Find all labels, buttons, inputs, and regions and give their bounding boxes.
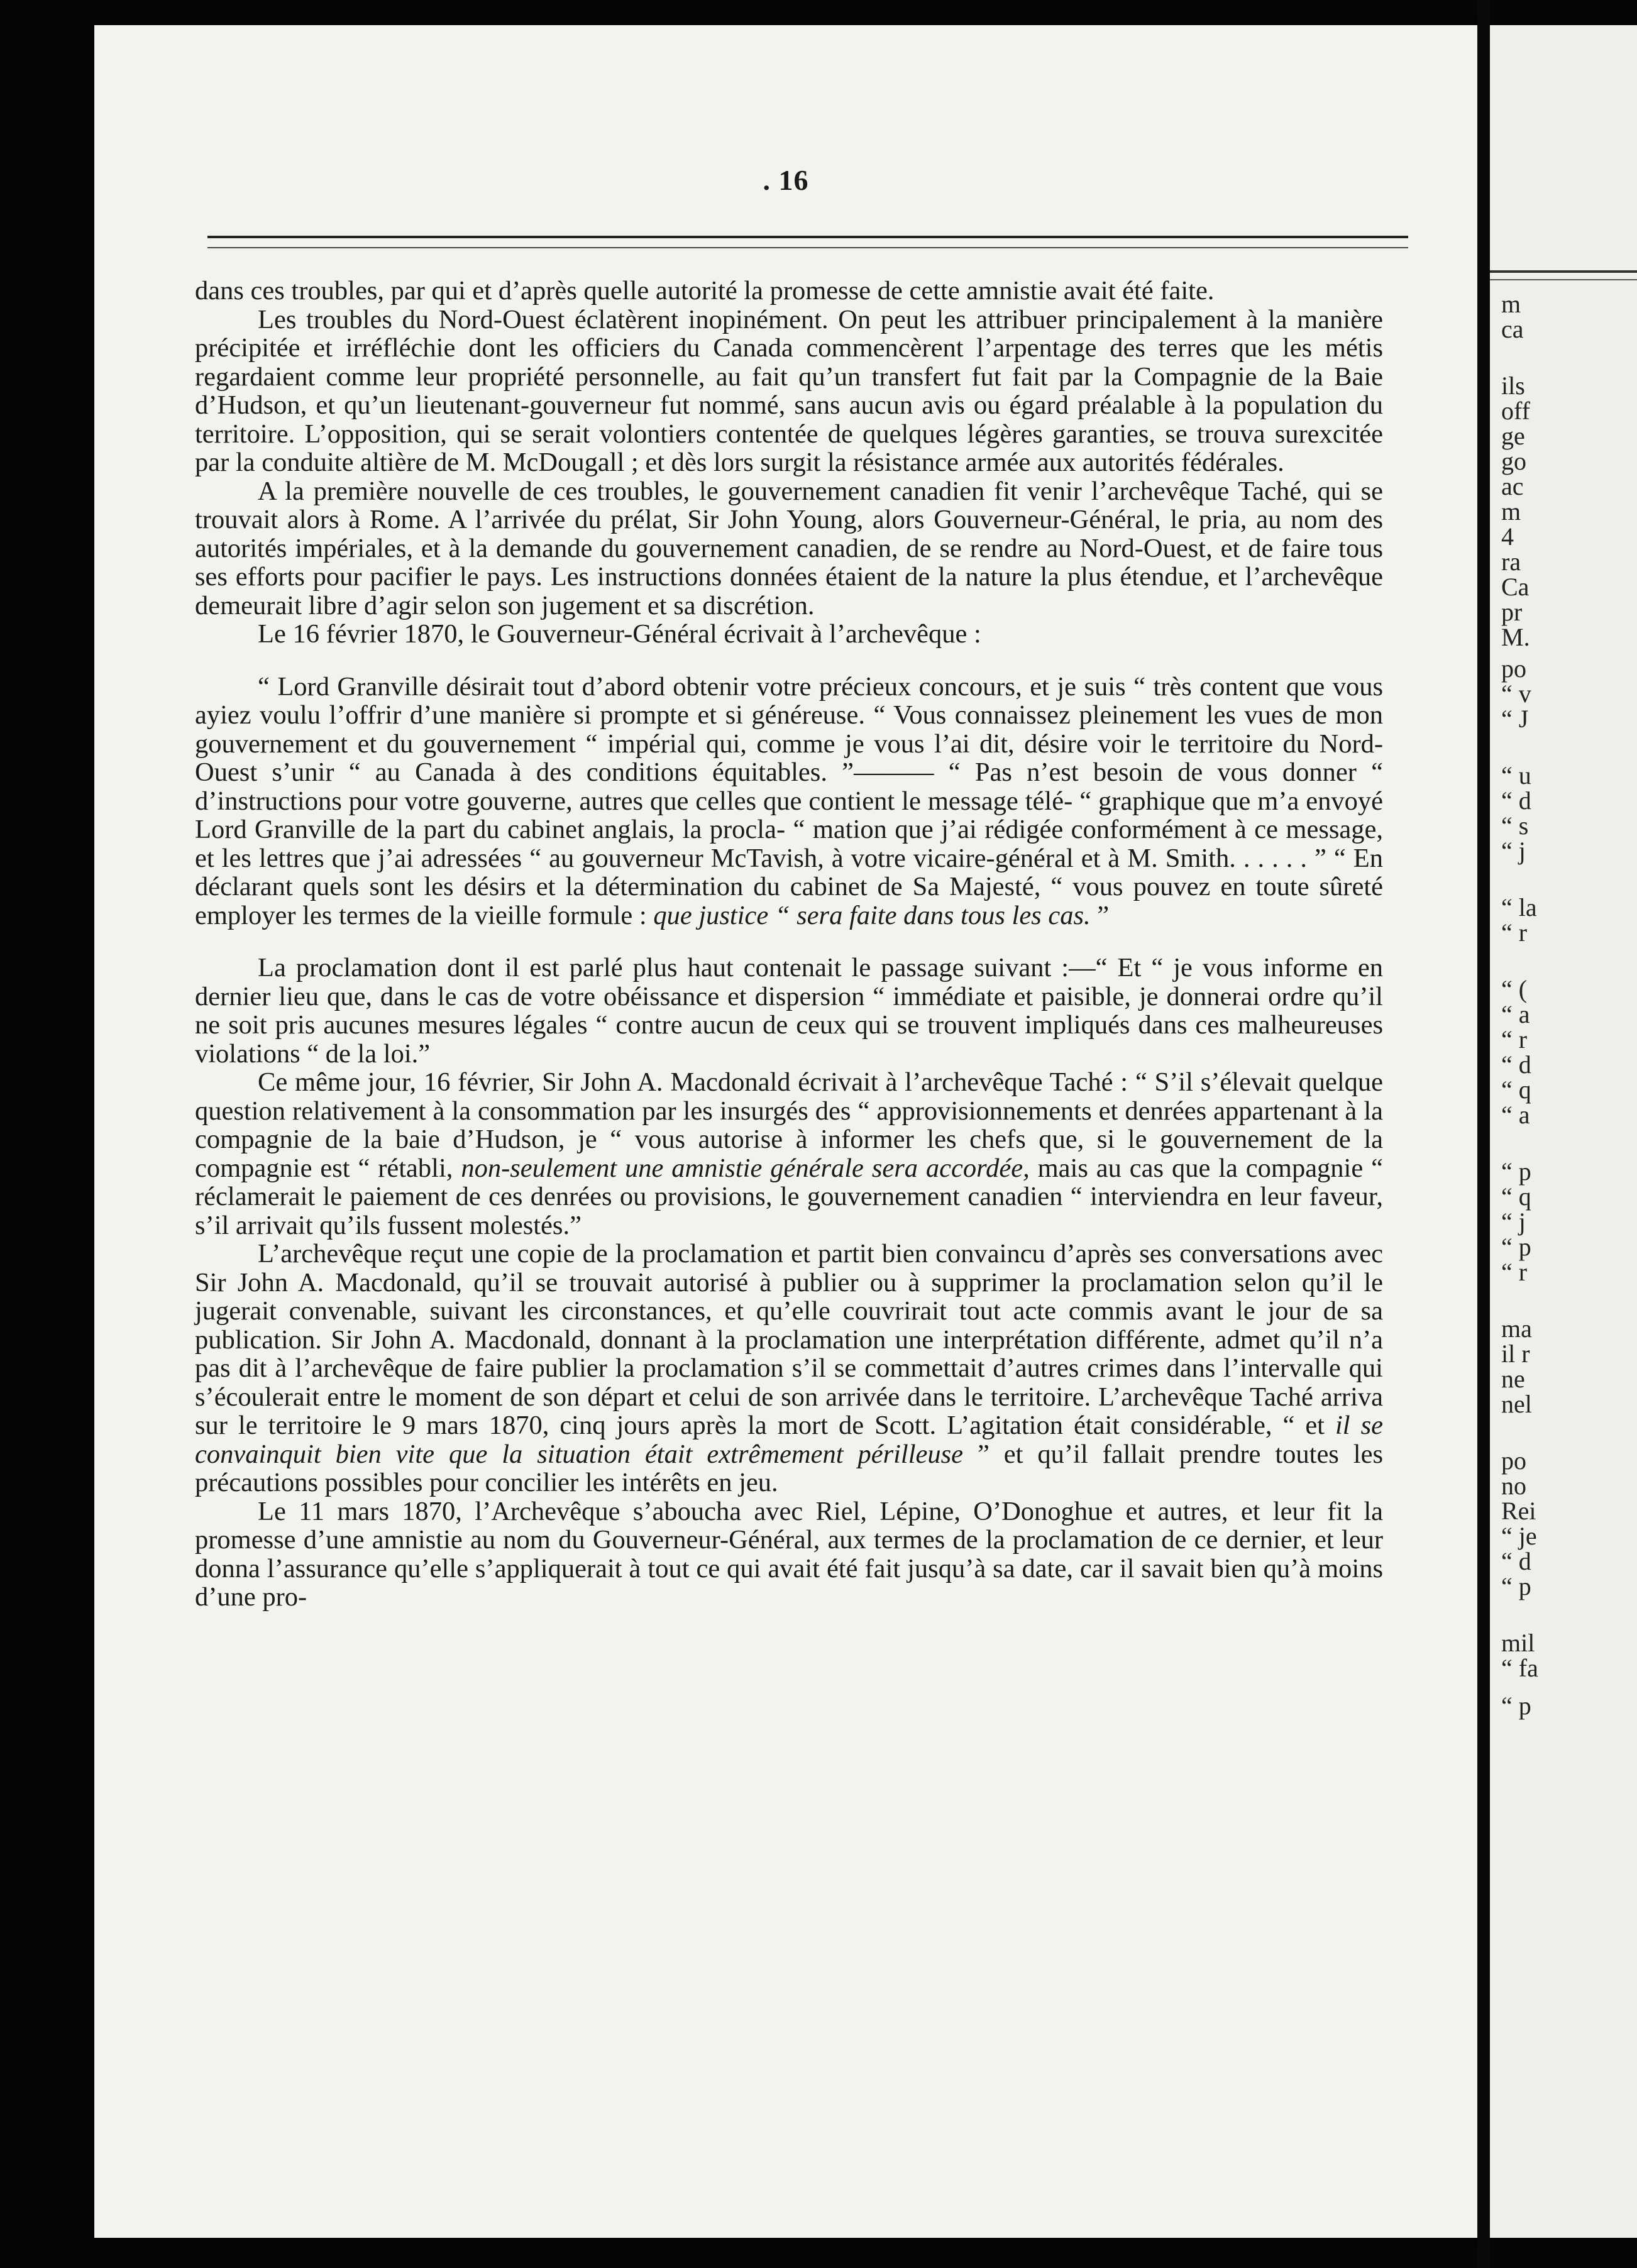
paragraph	[195, 954, 1383, 1068]
adjacent-page-fragment: po	[1501, 654, 1526, 683]
adjacent-page-fragment: “ j	[1501, 1208, 1526, 1236]
adjacent-page-fragment: go	[1501, 447, 1526, 475]
adjacent-page-fragment: “ p	[1501, 1572, 1531, 1600]
adjacent-page-fragment: Rei	[1501, 1497, 1536, 1525]
adjacent-page-fragment: ra	[1501, 548, 1521, 576]
adjacent-page-fragment: ma	[1501, 1314, 1532, 1343]
adjacent-page-fragment: “ s	[1501, 812, 1529, 840]
adjacent-page-fragment: “ q	[1501, 1076, 1531, 1104]
paragraph	[195, 277, 1383, 306]
adjacent-page-fragment: “ r	[1501, 1025, 1528, 1054]
adjacent-page-fragment: ca	[1501, 315, 1524, 343]
adjacent-page-fragment: ac	[1501, 472, 1524, 500]
adjacent-page-fragment: M.	[1501, 623, 1530, 651]
adjacent-page-fragment: “ d	[1501, 1050, 1531, 1079]
text-run: ”	[1090, 900, 1110, 930]
paragraph	[195, 1068, 1383, 1240]
paragraph-gap	[195, 930, 1383, 954]
adjacent-page-fragment: po	[1501, 1446, 1526, 1475]
italic-text: que justice “ sera faite dans tous les cas.	[653, 900, 1091, 930]
adjacent-page-fragment: “ je	[1501, 1522, 1537, 1550]
adjacent-page-fragment: no	[1501, 1472, 1526, 1500]
paragraph	[195, 477, 1383, 620]
text-run: Le 16 février 1870, le Gouverneur-Général écrivait à l’archevêque :	[258, 619, 981, 649]
adjacent-page-fragment: nel	[1501, 1390, 1532, 1418]
text-run: dans ces troubles, par qui et d’après quelle autorité la promesse de cette amnistie avait été faite.	[195, 276, 1215, 306]
adjacent-page-fragment: “ r	[1501, 918, 1528, 947]
adjacent-page-fragment: 4	[1501, 522, 1514, 551]
paragraph	[195, 620, 1383, 649]
adjacent-page-fragment: pr	[1501, 598, 1523, 626]
header-rule	[207, 236, 1408, 248]
text-run: ” et qu’il fallait prendre toutes les précautions possibles pour concilier les intérêts en jeu.	[195, 1439, 1383, 1497]
scanned-page	[94, 25, 1477, 2238]
adjacent-page-edge	[1490, 25, 1637, 2238]
adjacent-page-fragment: off	[1501, 397, 1530, 425]
adjacent-page-fragment: “ p	[1501, 1692, 1531, 1720]
page-gutter	[1477, 0, 1490, 2268]
text-run: Ce même jour, 16 février, Sir John A. Macdonald écrivait à l’archevêque Taché : “ S’il s’élevait quelque question relativement à la consommation par les insurgés des “ approvisionnements et denrées appartenant à la compagnie de la baie d’Hudson, je “ vous autorise à informer les chefs que, si le gouvernement de la compagnie est “ rétabli,	[195, 1067, 1383, 1183]
adjacent-page-fragment: “ q	[1501, 1182, 1531, 1211]
text-run: “ Lord Granville désirait tout d’abord obtenir votre précieux concours, et je suis “ très content que vous ayiez voulu l’offrir d’une manière si prompte et si généreuse. “ Vous connaissez pleinement les vues de mon gouvernement et du gouvernement “ impérial qui, comme je vous l’ai dit, désire voir le territoire du Nord-Ouest s’unir “ au Canada à des conditions équitables. ”——— “ Pas n’est besoin de vous donner “ d’instructions pour votre gouverne, autres que celles que contient le message télé- “ graphique que m’a envoyé Lord Granville de la part du cabinet anglais, la procla- “ mation que j’ai rédigée conformément à ce message, et les lettres que j’ai adressées “ au gouverneur McTavish, à votre vicaire-général et à M. Smith. . . . . . ” “ En déclarant quels sont les désirs et la détermination du cabinet de Sa Majesté, “ vous pouvez en toute sûreté employer les termes de la vieille formule :	[195, 671, 1383, 930]
italic-text: il se convainquit bien vite que la situation était extrêmement périlleuse	[195, 1411, 1383, 1469]
body-text	[195, 277, 1383, 1612]
adjacent-page-fragment: “ j	[1501, 837, 1526, 865]
adjacent-page-fragment: “ r	[1501, 1258, 1528, 1286]
text-run: A la première nouvelle de ces troubles, le gouvernement canadien fit venir l’archevêque Taché, qui se trouvait alors à Rome. A l’arrivée du prélat, Sir John Young, alors Gouverneur-Général, le pria, au nom des autorités impériales, et à la demande du gouvernement canadien, de se rendre au Nord-Ouest, et de faire tous ses efforts pour pacifier le pays. Les instructions données étaient de la nature la plus étendue, et l’archevêque demeurait libre d’agir selon son jugement et sa discrétion.	[195, 476, 1383, 620]
text-run: Les troubles du Nord-Ouest éclatèrent inopinément. On peut les attribuer principalement à la manière précipitée et irréfléchie dont les officiers du Canada commencèrent l’arpentage des terres que les métis regardaient comme leur propriété personnelle, au fait qu’un transfert fut fait par la Compagnie de la Baie d’Hudson, et qu’un lieutenant-gouverneur fut nommé, sans aucun avis ou égard préalable à la population du territoire. L’opposition, qui se serait volontiers contentée de quelques légères garanties, se trouva surexcitée par la conduite altière de M. McDougall ; et dès lors surgit la résistance armée aux autorités fédérales.	[195, 304, 1383, 477]
paragraph	[195, 1497, 1383, 1612]
adjacent-page-fragment: ils	[1501, 372, 1525, 400]
adjacent-page-fragment: m	[1501, 290, 1521, 318]
paragraph-gap	[195, 649, 1383, 673]
text-run: La proclamation dont il est parlé plus haut contenait le passage suivant :—“ Et “ je vous informe en dernier lieu que, dans le cas de votre obéissance et dispersion “ immédiate et paisible, je donnerai ordre qu’il ne soit pris aucunes mesures légales “ contre aucun de ceux qui se trouvent impliqués dans ces malheureuses violations “ de la loi.”	[195, 953, 1383, 1069]
paragraph	[195, 1240, 1383, 1497]
adjacent-page-fragment: il r	[1501, 1340, 1530, 1368]
adjacent-page-fragment: ne	[1501, 1365, 1525, 1393]
adjacent-page-fragment: “ a	[1501, 1000, 1530, 1028]
text-run: Le 11 mars 1870, l’Archevêque s’aboucha avec Riel, Lépine, O’Donoghue et autres, et leur fit la promesse d’une amnistie au nom du Gouverneur-Général, aux termes de la proclamation de ce dernier, et leur donna l’assurance qu’elle s’appliquerait à tout ce qui avait été fait jusqu’à sa date, car il savait bien qu’à moins d’une pro-	[195, 1496, 1383, 1612]
text-run: mais au cas que la compagnie “ réclamerait le paiement de ces denrées ou provisions, le gouvernement canadien “ interviendra en leur faveur, s’il arrivait qu’ils fussent molestés.”	[195, 1153, 1383, 1240]
adjacent-page-fragment: “ p	[1501, 1233, 1531, 1261]
adjacent-page-fragment: Ca	[1501, 573, 1530, 601]
adjacent-page-fragment: “ la	[1501, 893, 1537, 922]
italic-text: non-seulement une amnistie générale sera accordée,	[461, 1153, 1030, 1183]
adjacent-page-fragment: mil	[1501, 1629, 1535, 1657]
adjacent-page-fragment: “ a	[1501, 1101, 1530, 1129]
text-run: L’archevêque reçut une copie de la proclamation et partit bien convaincu d’après ses conversations avec Sir John A. Macdonald, qu’il se trouvait autorisé à publier ou à supprimer la proclamation selon qu’il le jugerait convenable, suivant les circonstances, et qu’elle couvrirait tout acte commis avant le jour de sa publication. Sir John A. Macdonald, donnant à la proclamation une interprétation différente, admet qu’il n’a pas dit à l’archevêque de faire publier la proclamation s’il se commettait d’autres crimes dans l’intervalle qui s’écoulerait entre le moment de son départ et celui de son arrivée dans le territoire. L’archevêque Taché arriva sur le territoire le 9 mars 1870, cinq jours après la mort de Scott. L’agitation était considérable, “ et	[195, 1239, 1383, 1440]
adjacent-page-fragment: “ (	[1501, 975, 1528, 1003]
adjacent-page-fragment: m	[1501, 497, 1521, 526]
adjacent-page-fragment: ge	[1501, 422, 1525, 450]
adjacent-page-fragment: “ u	[1501, 761, 1531, 790]
adjacent-page-fragment: “ d	[1501, 786, 1531, 815]
page-number: . 16	[763, 164, 809, 196]
adjacent-page-fragment: “ d	[1501, 1547, 1531, 1575]
adjacent-page-fragment: “ p	[1501, 1157, 1531, 1186]
paragraph	[195, 306, 1383, 477]
adjacent-page-rule	[1490, 270, 1637, 280]
adjacent-page-fragment: “ J	[1501, 705, 1529, 733]
adjacent-page-fragment: “ fa	[1501, 1654, 1538, 1682]
quoted-letter	[195, 673, 1383, 930]
adjacent-page-fragment: “ v	[1501, 680, 1531, 708]
